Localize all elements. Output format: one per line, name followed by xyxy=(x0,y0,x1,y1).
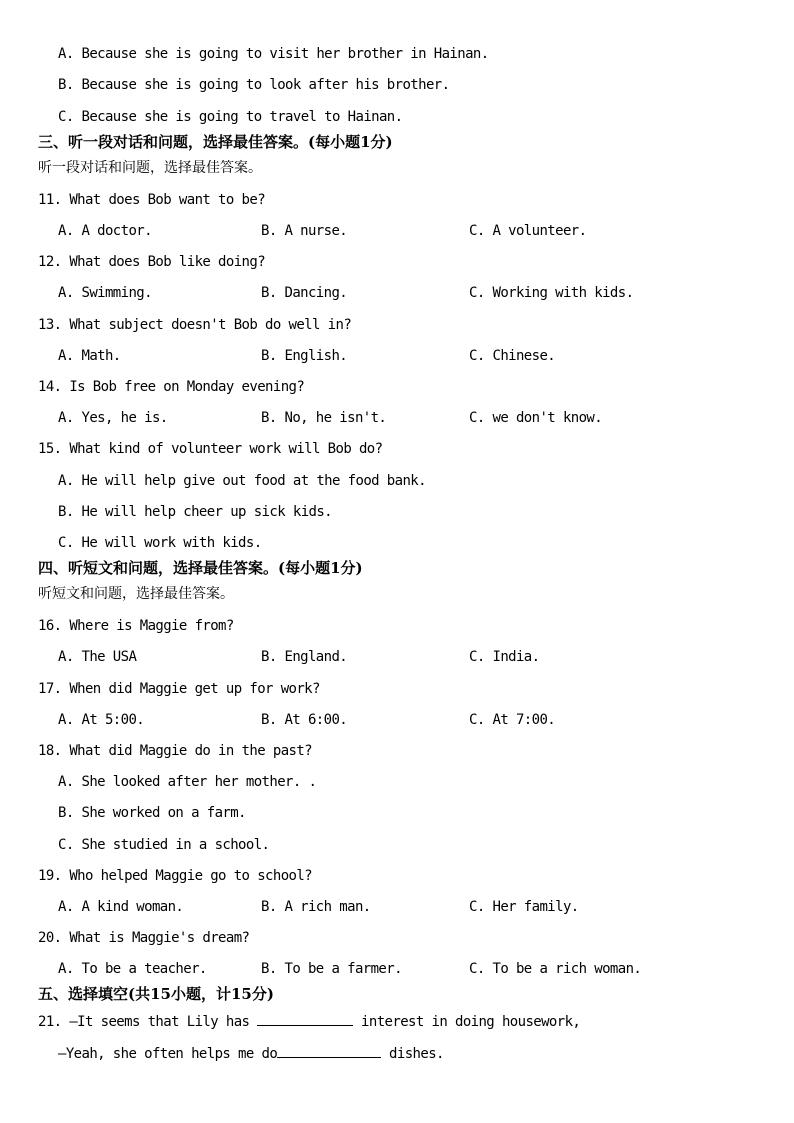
section-5-heading: 五、选择填空(共15小题，计15分) xyxy=(38,985,274,1003)
q10-option-b: B. Because she is going to look after his brother. xyxy=(58,77,450,93)
q15-option-b: B. He will help cheer up sick kids. xyxy=(58,504,333,520)
q13-option-c: C. Chinese. xyxy=(469,348,556,364)
q18-question: 18. What did Maggie do in the past? xyxy=(38,743,313,759)
q21-line-2 xyxy=(58,1043,444,1064)
q15-option-c: C. He will work with kids. xyxy=(58,535,262,551)
q12-option-a: A. Swimming. xyxy=(58,285,152,301)
q15-question: 15. What kind of volunteer work will Bob do? xyxy=(38,441,383,457)
q21-line-2-start: —Yeah, she often helps me do xyxy=(58,1046,278,1062)
q20-option-c: C. To be a rich woman. xyxy=(469,961,642,977)
q18-option-a: A. She looked after her mother. . xyxy=(58,774,317,790)
q20-option-a: A. To be a teacher. xyxy=(58,961,207,977)
q21-blank-1[interactable] xyxy=(257,1011,353,1026)
q11-option-c: C. A volunteer. xyxy=(469,223,587,239)
q17-option-a: A. At 5:00. xyxy=(58,712,145,728)
q19-option-b: B. A rich man. xyxy=(261,899,371,915)
q19-option-a: A. A kind woman. xyxy=(58,899,184,915)
q12-option-b: B. Dancing. xyxy=(261,285,348,301)
q11-option-b: B. A nurse. xyxy=(261,223,348,239)
q10-option-c: C. Because she is going to travel to Hainan. xyxy=(58,109,403,125)
q14-option-a: A. Yes, he is. xyxy=(58,410,168,426)
q20-question: 20. What is Maggie's dream? xyxy=(38,930,250,946)
q21-line-1-start: 21. —It seems that Lily has xyxy=(38,1014,258,1030)
q17-option-c: C. At 7:00. xyxy=(469,712,556,728)
q19-option-c: C. Her family. xyxy=(469,899,579,915)
q21-blank-2[interactable] xyxy=(277,1043,381,1058)
section-3-heading: 三、听一段对话和问题，选择最佳答案。(每小题1分) xyxy=(38,133,393,151)
q17-question: 17. When did Maggie get up for work? xyxy=(38,681,320,697)
q16-question: 16. Where is Maggie from? xyxy=(38,618,234,634)
q13-question: 13. What subject doesn't Bob do well in? xyxy=(38,317,352,333)
q11-option-a: A. A doctor. xyxy=(58,223,152,239)
q14-question: 14. Is Bob free on Monday evening? xyxy=(38,379,305,395)
q17-option-b: B. At 6:00. xyxy=(261,712,348,728)
q12-option-c: C. Working with kids. xyxy=(469,285,634,301)
q12-question: 12. What does Bob like doing? xyxy=(38,254,266,270)
section-3-instruction: 听一段对话和问题，选择最佳答案。 xyxy=(38,160,262,176)
section-4-heading: 四、听短文和问题，选择最佳答案。(每小题1分) xyxy=(38,559,363,577)
q16-option-a: A. The USA xyxy=(58,649,137,665)
q21-line-1 xyxy=(38,1011,580,1032)
q21-line-2-end: dishes. xyxy=(381,1046,444,1062)
q13-option-a: A. Math. xyxy=(58,348,121,364)
q18-option-c: C. She studied in a school. xyxy=(58,837,270,853)
q20-option-b: B. To be a farmer. xyxy=(261,961,402,977)
q21-line-1-end: interest in doing housework, xyxy=(353,1014,581,1030)
q13-option-b: B. English. xyxy=(261,348,348,364)
q19-question: 19. Who helped Maggie go to school? xyxy=(38,868,313,884)
q11-question: 11. What does Bob want to be? xyxy=(38,192,266,208)
q15-option-a: A. He will help give out food at the food bank. xyxy=(58,473,426,489)
q16-option-c: C. India. xyxy=(469,649,540,665)
q14-option-c: C. we don't know. xyxy=(469,410,603,426)
q18-option-b: B. She worked on a farm. xyxy=(58,805,246,821)
q14-option-b: B. No, he isn't. xyxy=(261,410,387,426)
section-4-instruction: 听短文和问题，选择最佳答案。 xyxy=(38,586,234,602)
q10-option-a: A. Because she is going to visit her brother in Hainan. xyxy=(58,46,489,62)
q16-option-b: B. England. xyxy=(261,649,348,665)
